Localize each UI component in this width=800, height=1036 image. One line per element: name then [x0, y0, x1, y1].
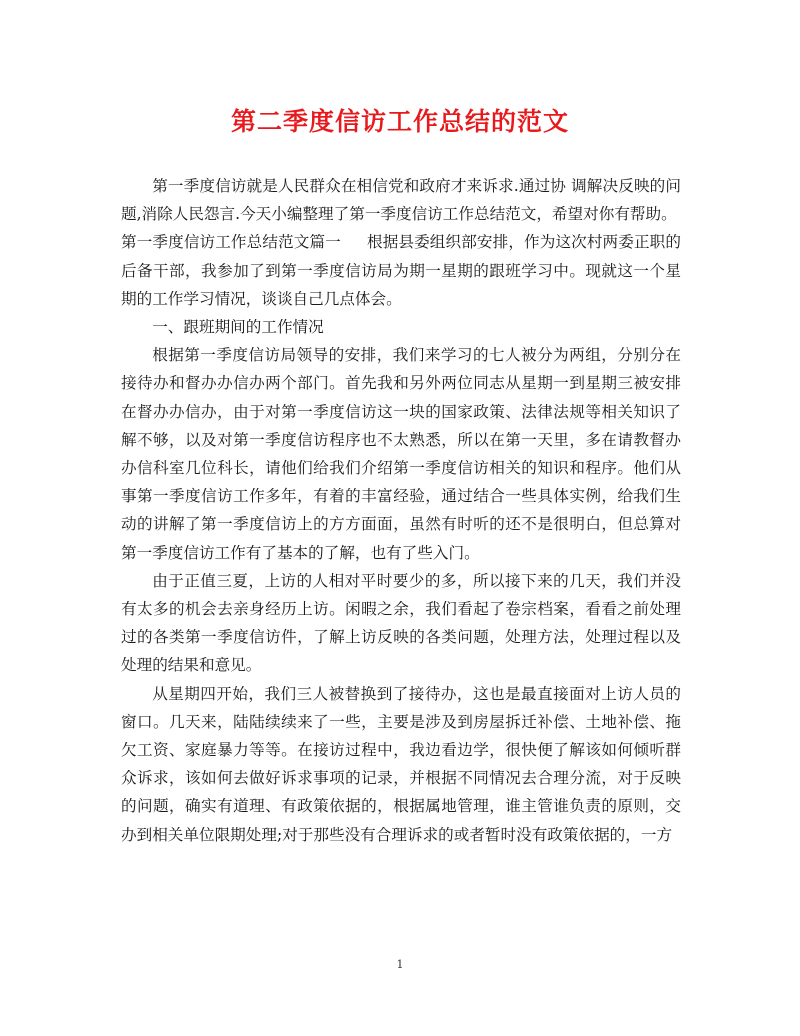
subheading: 一、跟班期间的工作情况 — [152, 318, 324, 337]
section-intro-text: 根据县委组织部安排，作为这次村两委正职的后备干部，我参加了到第一季度信访局为期一星期的跟班学习中。现就这一个星期的工作学习情况，谈谈自己几点体会。 — [121, 233, 681, 308]
section-heading: 第一季度信访工作总结范文篇一 — [121, 233, 341, 252]
body-paragraph: 由于正值三夏，上访的人相对平时要少的多，所以接下来的几天，我们并没有太多的机会去亲身经历上访。闲暇之余，我们看起了卷宗档案，看看之前处理过的各类第一季度信访件，了解上访反映的各类问题，处理方法，处理过程以及处理的结果和意见。 — [121, 571, 681, 675]
page-title: 第二季度信访工作总结的范文 — [230, 107, 569, 136]
body-paragraph: 根据第一季度信访局领导的安排，我们来学习的七人被分为两组，分别分在接待办和督办办信办两个部门。首先我和另外两位同志从星期一到星期三被安排在督办办信办，由于对第一季度信访这一块的国家政策、法律法规等相关知识了解不够，以及对第一季度信访程序也不太熟悉，所以在第一天里，多在请教督办办信科室几位科长，请他们给我们介绍第一季度信访相关的知识和程序。他们从事第一季度信访工作多年，有着的丰富经验，通过结合一些具体实例，给我们生动的讲解了第一季度信访上的方方面面，虽然有时听的还不是很明白，但总算对第一季度信访工作有了基本的了解，也有了些入门。 — [121, 346, 681, 562]
page-number: 1 — [396, 958, 404, 971]
section-paragraph — [121, 228, 681, 313]
document-body — [121, 172, 681, 849]
intro-paragraph: 第一季度信访就是人民群众在相信党和政府才来诉求.通过协 调解决反映的问题,消除人民怨言.今天小编整理了第一季度信访工作总结范文，希望对你有帮助。 — [121, 177, 681, 224]
body-paragraph: 从星期四开始，我们三人被替换到了接待办，这也是最直接面对上访人员的窗口。几天来，陆陆续续来了一些，主要是涉及到房屋拆迁补偿、土地补偿、拖欠工资、家庭暴力等等。在接访过程中，我边看边学，很快便了解该如何倾听群众诉求，该如何去做好诉求事项的记录，并根据不同情况去合理分流，对于反映的问题，确实有道理、有政策依据的，根据属地管理，谁主管谁负责的原则，交办到相关单位限期处理;对于那些没有合理诉求的或者暂时没有政策依据的，一方 — [121, 684, 681, 844]
